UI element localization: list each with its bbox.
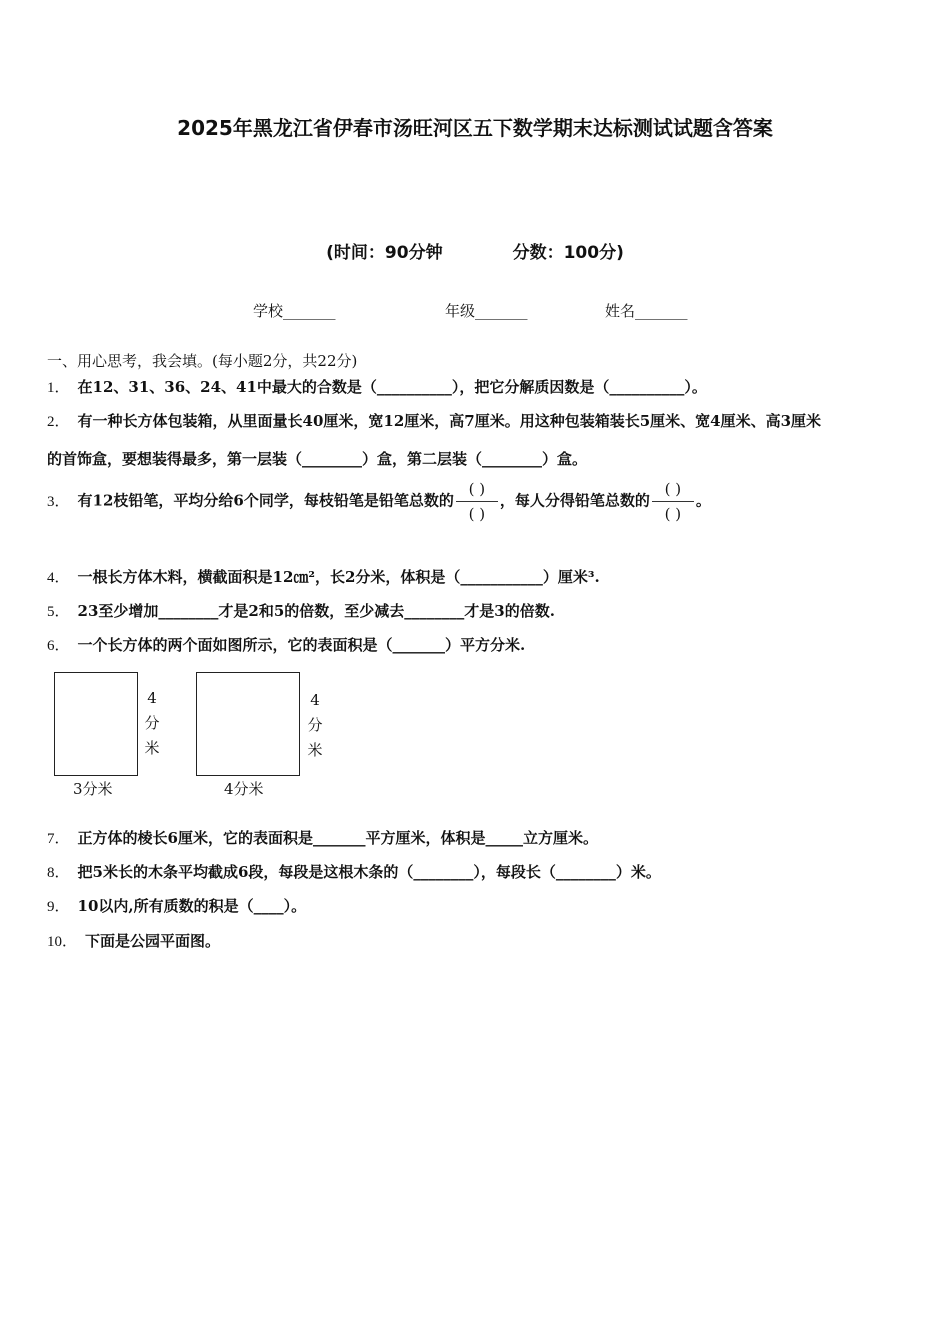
exam-subtitle <box>0 238 950 263</box>
question-6: 6． 一个长方体的两个面如图所示，它的表面积是（_______）平方分米. <box>47 636 526 654</box>
score-info: 分数：100分) <box>512 243 624 263</box>
question-4: 4． 一根长方体木料，横截面积是12㎝²，长2分米，体积是（___________）厘米³. <box>47 568 600 586</box>
rect2-width-label: 4分米 <box>224 780 264 798</box>
page-title: 2025年黑龙江省伊春市汤旺河区五下数学期末达标测试试题含答案 <box>177 116 773 140</box>
rect2-height-label: 4 分 米 <box>307 691 323 759</box>
question-8: 8． 把5米长的木条平均截成6段，每段是这根木条的（________），每段长（________）米。 <box>47 863 661 881</box>
fraction-blank-1: $\frac{( )}{( )}$ <box>454 479 500 524</box>
question-7: 7． 正方体的棱长6厘米，它的表面积是_______平方厘米，体积是_____立方厘米。 <box>47 829 598 847</box>
rect1-height-label: 4 分 米 <box>144 689 160 757</box>
question-10: 10． 下面是公园平面图。 <box>47 932 221 950</box>
question-9: 9． 10以内,所有质数的积是（____）。 <box>47 897 307 915</box>
question-2: 2． 有一种长方体包装箱，从里面量长40厘米，宽12厘米，高7厘米。用这种包装箱装长5厘米、宽4厘米、高3厘米 <box>47 412 822 430</box>
section-heading: 一、用心思考，我会填。(每小题2分，共22分) <box>47 352 358 370</box>
school-field: 学校_______ <box>253 302 336 320</box>
rect1-width-label: 3分米 <box>73 780 113 798</box>
time-info: (时间：90分钟 <box>326 243 443 263</box>
grade-field: 年级_______ <box>445 302 528 320</box>
question-2-line2: 的首饰盒，要想装得最多，第一层装（________）盒，第二层装（________）盒。 <box>47 450 588 468</box>
fraction-blank-2: $\frac{( )}{( )}$ <box>650 479 696 524</box>
question-5: 5． 23至少增加________才是2和5的倍数，至少减去________才是3的倍数. <box>47 602 555 620</box>
name-field: 姓名_______ <box>605 302 688 320</box>
rectangle-face-2 <box>196 672 300 776</box>
question-1: 1． 在12、31、36、24、41中最大的合数是（__________），把它分解质因数是（__________）。 <box>47 378 707 396</box>
rectangle-face-1 <box>54 672 138 776</box>
question-3: 3． 有12枝铅笔，平均分给6个同学，每枝铅笔是铅笔总数的 $\frac{( )}{( )}$ ，每人分得铅笔总数的 $\frac{( )}{( )}$ 。 <box>47 480 711 523</box>
